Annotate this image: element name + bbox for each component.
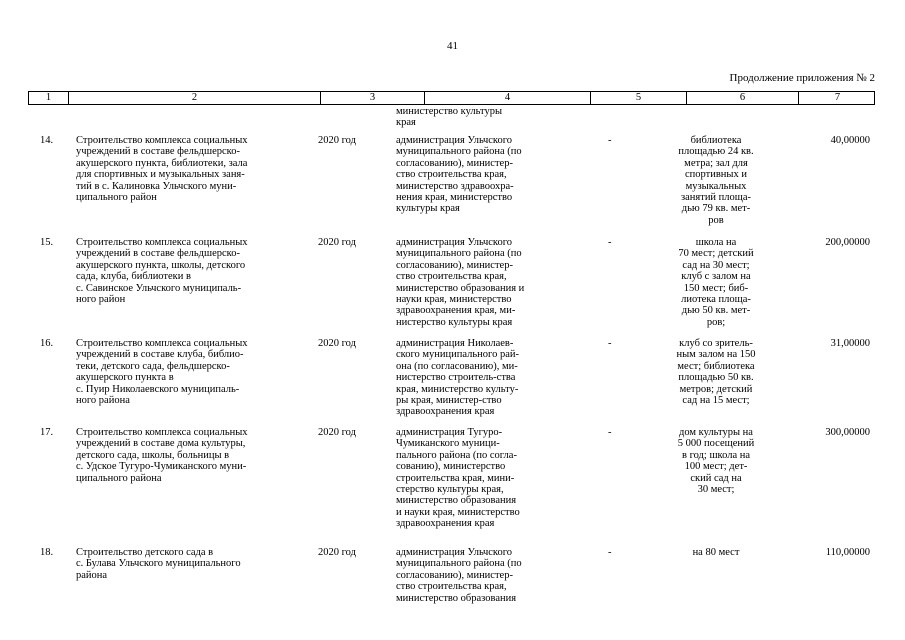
text-line: министерство культуры — [396, 106, 503, 117]
text-line: края, министерство культу- — [396, 383, 519, 395]
text-line: нения края, министерство — [396, 192, 513, 204]
text-line: Строительство комплекса социальных — [76, 338, 248, 349]
text-line: ным залом на 150 — [676, 349, 756, 361]
responsible — [396, 338, 556, 418]
co-executor: - — [608, 547, 612, 558]
responsible — [396, 237, 556, 328]
text-line: клуб с залом на — [681, 271, 751, 283]
text-line: края — [396, 117, 416, 129]
row-number: 14. — [40, 135, 54, 146]
text-line: здравоохранения края — [396, 406, 495, 418]
text-line: ство строительства края, — [396, 581, 507, 593]
text-line: администрация Ульчского — [396, 237, 513, 248]
text-line: министерство здравоохра- — [396, 180, 514, 192]
text-line: стерство культуры края, — [396, 484, 504, 496]
row-number: 18. — [40, 547, 54, 558]
column-header-1: 1 — [29, 92, 69, 104]
text-line: ров; — [706, 316, 726, 328]
text-line: культуры края — [396, 203, 460, 215]
text-line: в год; школа на — [681, 449, 751, 461]
page-number: 41 — [447, 40, 458, 52]
text-line: ство строительства края, — [396, 271, 507, 283]
object-name — [76, 547, 291, 581]
capacity — [666, 237, 766, 328]
text-line: ского муниципального рай- — [396, 349, 519, 361]
text-line: клуб со зритель- — [679, 338, 753, 349]
text-line: учреждений в составе клуба, библио- — [76, 349, 244, 361]
text-line: ры края, министер-ство — [396, 395, 502, 407]
text-line: науки края, министерство — [396, 294, 512, 306]
text-line: администрация Ульчского — [396, 135, 513, 146]
text-line: площадью 50 кв. — [678, 372, 754, 384]
text-line: ров — [708, 214, 724, 226]
text-line: министерство образования — [396, 592, 517, 604]
text-line: министерство образования — [396, 495, 517, 507]
text-line: метра; зал для — [684, 157, 748, 169]
year: 2020 год — [318, 135, 356, 146]
text-line: здравоохранения края, ми- — [396, 305, 516, 317]
text-line: библиотека — [690, 135, 742, 146]
text-line: учреждений в составе фельдшерско- — [76, 248, 240, 260]
text-line: 70 мест; детский — [678, 248, 754, 260]
text-line: муниципального района (по — [396, 248, 522, 260]
amount: 31,00000 — [830, 338, 870, 349]
text-line: министерство образования и — [396, 282, 525, 294]
text-line: она (по согласованию), ми- — [396, 360, 518, 372]
text-line: согласованию), министер- — [396, 569, 513, 581]
text-line: ципального района — [76, 472, 162, 484]
text-line: пального района (по согла- — [396, 449, 517, 461]
capacity — [666, 547, 766, 558]
text-line: музыкальных — [685, 180, 747, 192]
text-line: согласованию), министер- — [396, 157, 513, 169]
object-name — [76, 338, 291, 406]
text-line: акушерского пункта, библиотеки, зала — [76, 157, 248, 169]
text-line: акушерского пункта, школы, детского — [76, 259, 246, 271]
text-line: с. Савинское Ульчского муниципаль- — [76, 282, 242, 294]
text-line: мест; библиотека — [677, 360, 755, 372]
text-line: и науки края, министерство — [396, 506, 520, 518]
text-line: 100 мест; дет- — [684, 461, 748, 473]
year: 2020 год — [318, 237, 356, 248]
responsible — [396, 427, 556, 530]
text-line: муниципального района (по — [396, 558, 522, 570]
column-header-4: 4 — [425, 92, 591, 104]
co-executor: - — [608, 237, 612, 248]
amount: 110,00000 — [825, 547, 870, 558]
text-line: ский сад на — [690, 472, 742, 484]
amount: 200,00000 — [825, 237, 870, 248]
column-header-row — [28, 91, 875, 105]
capacity — [666, 135, 766, 226]
text-line: администрация Николаев- — [396, 338, 514, 349]
column-header-2: 2 — [69, 92, 321, 104]
text-line: Строительство детского сада в — [76, 547, 214, 558]
responsible — [396, 547, 556, 604]
co-executor: - — [608, 135, 612, 146]
capacity — [666, 427, 766, 495]
row-number: 16. — [40, 338, 54, 349]
text-line: сад на 30 мест; — [682, 259, 750, 271]
text-line: дом культуры на — [679, 427, 753, 438]
object-name — [76, 135, 291, 203]
text-line: школа на — [695, 237, 737, 248]
row-number: 17. — [40, 427, 54, 438]
object-name — [76, 237, 291, 305]
text-line: тий в с. Калиновка Ульчского муни- — [76, 180, 237, 192]
text-line: ного район — [76, 294, 126, 306]
text-line: сованию), министерство — [396, 461, 506, 473]
text-line: занятий площа- — [680, 192, 752, 204]
text-line: Чумиканского муници- — [396, 438, 500, 450]
year: 2020 год — [318, 338, 356, 349]
text-line: площадью 24 кв. — [678, 146, 754, 158]
co-executor: - — [608, 338, 612, 349]
text-line: метров; детский — [679, 383, 753, 395]
row-number: 15. — [40, 237, 54, 248]
text-line: акушерского пункта в — [76, 372, 174, 384]
text-line: нистерство строитель-ства — [396, 372, 516, 384]
text-line: с. Удское Тугуро-Чумиканского муни- — [76, 461, 247, 473]
amount: 40,00000 — [830, 135, 870, 146]
year: 2020 год — [318, 547, 356, 558]
text-line: строительства края, мини- — [396, 472, 515, 484]
text-line: 30 мест; — [697, 484, 735, 496]
text-line: сад на 15 мест; — [682, 395, 750, 407]
text-line: дью 50 кв. мет- — [681, 305, 751, 317]
text-line: учреждений в составе дома культуры, — [76, 438, 246, 450]
text-line: Строительство комплекса социальных — [76, 427, 248, 438]
responsible — [396, 135, 556, 215]
text-line: района — [76, 569, 108, 581]
column-header-5: 5 — [591, 92, 687, 104]
text-line: 150 мест; биб- — [683, 282, 749, 294]
text-line: здравоохранения края — [396, 518, 495, 530]
co-executor: - — [608, 427, 612, 438]
text-line: с. Булава Ульчского муниципального — [76, 558, 241, 570]
text-line: детского сада, школы, больницы в — [76, 449, 230, 461]
text-line: спортивных и — [685, 169, 747, 181]
column-header-7: 7 — [834, 92, 841, 103]
text-line: дью 79 кв. мет- — [681, 203, 751, 215]
text-line: Строительство комплекса социальных — [76, 135, 248, 146]
text-line: Строительство комплекса социальных — [76, 237, 248, 248]
continuation-responsible-text — [396, 106, 556, 129]
text-line: администрация Ульчского — [396, 547, 513, 558]
appendix-title: Продолжение приложения № 2 — [729, 72, 875, 84]
text-line: для спортивных и музыкальных заня- — [76, 169, 245, 181]
text-line: 5 000 посещений — [677, 438, 755, 450]
text-line: согласованию), министер- — [396, 259, 513, 271]
text-line: нистерство культуры края — [396, 316, 513, 328]
text-line: лиотека площа- — [681, 294, 751, 306]
text-line: теки, детского сада, фельдшерско- — [76, 360, 230, 372]
column-header-6: 6 — [687, 92, 799, 104]
year: 2020 год — [318, 427, 356, 438]
object-name — [76, 427, 291, 484]
text-line: сада, клуба, библиотеки в — [76, 271, 191, 283]
text-line: учреждений в составе фельдшерско- — [76, 146, 240, 158]
amount: 300,00000 — [825, 427, 870, 438]
column-header-3: 3 — [321, 92, 425, 104]
text-line: муниципального района (по — [396, 146, 522, 158]
text-line: с. Пуир Николаевского муниципаль- — [76, 383, 240, 395]
text-line: ципального район — [76, 192, 157, 204]
capacity — [666, 338, 766, 406]
text-line: ного района — [76, 395, 130, 407]
text-line: ство строительства края, — [396, 169, 507, 181]
text-line: администрация Тугуро- — [396, 427, 503, 438]
text-line: на 80 мест — [692, 547, 740, 558]
